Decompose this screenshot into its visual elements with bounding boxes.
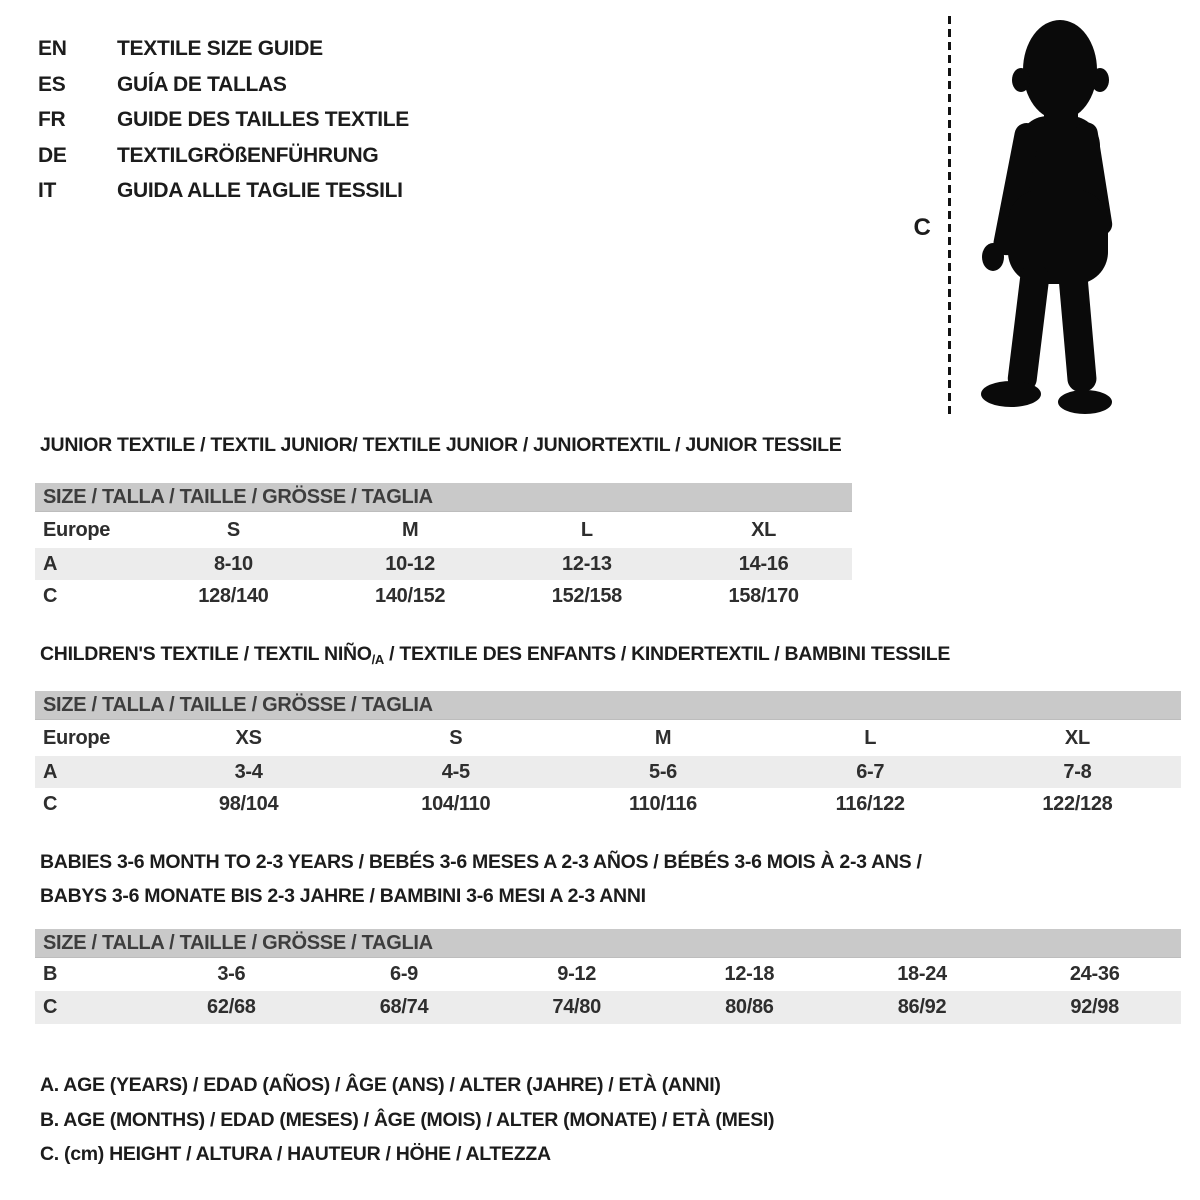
- table-header-row: [35, 720, 1181, 756]
- cell: 12-13: [562, 552, 612, 575]
- size-column-header: M: [654, 726, 672, 749]
- legend-line-b: B. AGE (MONTHS) / EDAD (MESES) / ÂGE (MOIS) / ALTER (MONATE) / ETÀ (MESI): [40, 1108, 775, 1131]
- cell: 12-18: [724, 963, 775, 985]
- table-row-age: [35, 756, 1181, 788]
- size-bar: SIZE / TALLA / TAILLE / GRÖSSE / TAGLIA: [35, 929, 1181, 958]
- legend-line-c: C. (cm) HEIGHT / ALTURA / HAUTEUR / HÖHE / ALTEZZA: [40, 1143, 551, 1166]
- size-column-header: M: [401, 518, 419, 541]
- language-row-de: [38, 138, 409, 174]
- children-size-table: [35, 691, 1181, 820]
- cell: 18-24: [897, 963, 947, 985]
- language-list: [38, 31, 409, 209]
- table-row-height: [35, 580, 852, 612]
- cell: 4-5: [441, 760, 470, 783]
- size-column-header: XL: [1064, 726, 1090, 749]
- babies-size-table: [35, 929, 1181, 1024]
- language-code: DE: [38, 143, 67, 167]
- size-column-header: XL: [751, 518, 777, 541]
- cell: 86/92: [897, 996, 947, 1018]
- cell: 158/170: [728, 584, 799, 607]
- language-code: IT: [38, 179, 57, 202]
- cell: 3-6: [217, 963, 246, 985]
- cell: 128/140: [198, 584, 269, 607]
- cell: 14-16: [738, 552, 789, 575]
- row-label: C: [43, 792, 58, 815]
- language-title: GUIDA ALLE TAGLIE TESSILI: [117, 179, 403, 202]
- language-row-it: [38, 173, 409, 209]
- cell: 140/152: [375, 584, 446, 607]
- table-row-height: [35, 788, 1181, 820]
- cell: 7-8: [1063, 760, 1092, 783]
- row-label: C: [43, 996, 58, 1018]
- cell: 92/98: [1070, 996, 1119, 1018]
- size-column-header: S: [226, 518, 240, 541]
- size-bar: SIZE / TALLA / TAILLE / GRÖSSE / TAGLIA: [35, 691, 1181, 720]
- language-row-en: [38, 31, 409, 67]
- cell: 24-36: [1069, 963, 1120, 985]
- size-column-header: L: [864, 726, 877, 749]
- row-label: A: [43, 760, 58, 783]
- size-column-header: L: [580, 518, 593, 541]
- table-header-row: [35, 512, 852, 548]
- size-bar: SIZE / TALLA / TAILLE / GRÖSSE / TAGLIA: [35, 483, 852, 512]
- cell: 152/158: [551, 584, 622, 607]
- table-row-age: [35, 548, 852, 580]
- region-label: Europe: [43, 518, 111, 541]
- cell: 5-6: [649, 760, 678, 783]
- language-row-fr: [38, 102, 409, 138]
- language-title: GUÍA DE TALLAS: [117, 72, 287, 96]
- children-title-sub: /A: [371, 652, 385, 667]
- region-label: Europe: [43, 726, 111, 749]
- children-section-title: [40, 643, 950, 667]
- cell: 74/80: [552, 996, 601, 1018]
- language-code: FR: [38, 108, 66, 131]
- cell: 110/116: [629, 792, 697, 815]
- cell: 6-7: [856, 760, 885, 783]
- language-row-es: [38, 67, 409, 103]
- babies-section-title: [40, 846, 922, 913]
- children-title-rest: / TEXTILE DES ENFANTS / KINDERTEXTIL / BAMBINI TESSILE: [384, 643, 951, 665]
- language-title: TEXTILGRÖßENFÜHRUNG: [117, 143, 379, 167]
- cell: 116/122: [835, 792, 905, 815]
- toddler-silhouette-icon: [962, 14, 1138, 422]
- height-measure-label: C: [913, 214, 931, 241]
- cell: 3-4: [234, 760, 263, 783]
- babies-title-line1: BABIES 3-6 MONTH TO 2-3 YEARS / BEBÉS 3-6 MESES A 2-3 AÑOS / BÉBÉS 3-6 MOIS À 2-3 ANS /: [40, 851, 922, 873]
- junior-size-table: [35, 483, 852, 612]
- language-code: EN: [38, 37, 67, 60]
- language-code: ES: [38, 72, 66, 96]
- cell: 80/86: [725, 996, 774, 1018]
- cell: 104/110: [421, 792, 491, 815]
- cell: 9-12: [557, 963, 597, 985]
- size-column-header: XS: [235, 726, 262, 749]
- row-label: C: [43, 584, 58, 607]
- cell: 98/104: [218, 792, 279, 815]
- cell: 62/68: [207, 996, 256, 1018]
- measurement-legend: [40, 1068, 774, 1172]
- babies-title-line2: BABYS 3-6 MONATE BIS 2-3 JAHRE / BAMBINI 3-6 MESI A 2-3 ANNI: [40, 884, 646, 907]
- language-title: TEXTILE SIZE GUIDE: [117, 37, 323, 60]
- size-column-header: S: [449, 726, 463, 749]
- row-label: A: [43, 552, 58, 575]
- row-label: B: [43, 963, 58, 985]
- table-row-height: [35, 991, 1181, 1024]
- cell: 68/74: [379, 996, 429, 1018]
- height-measure-dashed-line: [948, 16, 951, 418]
- children-title-main: CHILDREN'S TEXTILE / TEXTIL NIÑO: [40, 643, 372, 665]
- table-row-age-months: [35, 958, 1181, 991]
- cell: 10-12: [385, 552, 435, 575]
- cell: 122/128: [1042, 792, 1113, 815]
- junior-section-title: JUNIOR TEXTILE / TEXTIL JUNIOR/ TEXTILE JUNIOR / JUNIORTEXTIL / JUNIOR TESSILE: [40, 434, 842, 456]
- cell: 8-10: [213, 552, 253, 575]
- cell: 6-9: [390, 963, 419, 985]
- language-title: GUIDE DES TAILLES TEXTILE: [117, 108, 409, 131]
- legend-line-a: A. AGE (YEARS) / EDAD (AÑOS) / ÂGE (ANS) / ALTER (JAHRE) / ETÀ (ANNI): [40, 1074, 721, 1096]
